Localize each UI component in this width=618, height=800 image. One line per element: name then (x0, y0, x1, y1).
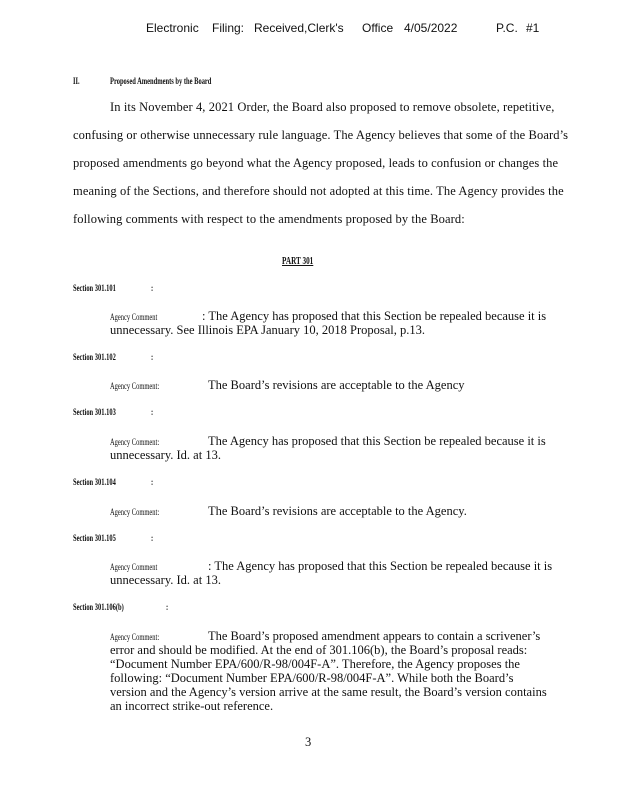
header-office: Office (362, 21, 394, 35)
section-colon: : (166, 602, 169, 612)
comment-line: an incorrect strike-out reference. (110, 699, 274, 713)
comment-line: unnecessary. Id. at 13. (110, 448, 221, 462)
section-label-301-104: Section 301.104 (73, 477, 116, 487)
agency-comment-label: Agency Comment: (110, 437, 160, 447)
section-colon: : (151, 283, 154, 293)
header-pc-number: #1 (526, 21, 540, 35)
comment-line: The Board’s proposed amendment appears to contain a scrivener’s (208, 629, 541, 643)
header-date: 4/05/2022 (404, 21, 458, 35)
intro-line-2: confusing or otherwise unnecessary rule language. The Agency believes that some of the Board’s (73, 128, 569, 142)
section-heading-title: Proposed Amendments by the Board (110, 76, 212, 86)
section-colon: : (151, 352, 154, 362)
header-electronic: Electronic (146, 21, 199, 35)
intro-line-3: proposed amendments go beyond what the Agency proposed, leads to confusion or changes the (73, 156, 559, 170)
section-colon: : (151, 477, 154, 487)
comment-line: “Document Number EPA/600/R-98/004F-A”. Therefore, the Agency proposes the (110, 657, 520, 671)
agency-comment-label: Agency Comment: (110, 632, 160, 642)
agency-comment-label: Agency Comment (110, 312, 158, 322)
comment-line: : The Agency has proposed that this Section be repealed because it is (208, 559, 553, 573)
agency-comment-label: Agency Comment: (110, 381, 160, 391)
section-colon: : (151, 407, 154, 417)
page-number: 3 (305, 735, 312, 749)
comment-line: version and the Agency’s version arrive at the same result, the Board’s version contains (110, 685, 547, 699)
agency-comment-label: Agency Comment (110, 562, 158, 572)
intro-line-5: following comments with respect to the amendments proposed by the Board: (73, 212, 465, 226)
comment-line: The Board’s revisions are acceptable to the Agency (208, 378, 465, 392)
comment-line: The Board’s revisions are acceptable to the Agency. (208, 504, 467, 518)
header-filing: Filing: (212, 21, 245, 35)
section-label-301-105: Section 301.105 (73, 533, 116, 543)
section-heading-number: II. (73, 76, 80, 86)
header-received: Received,Clerk's (254, 21, 344, 35)
comment-line: The Agency has proposed that this Section be repealed because it is (208, 434, 546, 448)
comment-line: unnecessary. See Illinois EPA January 10, 2018 Proposal, p.13. (110, 323, 426, 337)
section-colon: : (151, 533, 154, 543)
section-label-301-103: Section 301.103 (73, 407, 116, 417)
comment-line: : The Agency has proposed that this Section be repealed because it is (202, 309, 547, 323)
section-label-301-102: Section 301.102 (73, 352, 116, 362)
section-label-301-101: Section 301.101 (73, 283, 116, 293)
section-label-301-106b: Section 301.106(b) (73, 602, 124, 612)
comment-line: error and should be modified. At the end of 301.106(b), the Board’s proposal reads: (110, 643, 528, 657)
comment-line: unnecessary. Id. at 13. (110, 573, 221, 587)
intro-line-1: In its November 4, 2021 Order, the Board also proposed to remove obsolete, repetitive, (110, 100, 555, 114)
part-title: PART 301 (282, 256, 314, 267)
header-pc: P.C. (496, 21, 518, 35)
comment-line: following: “Document Number EPA/600/R-98/004F-A”. While both the Board’s (110, 671, 514, 685)
intro-line-4: meaning of the Sections, and therefore should not adopted at this time. The Agency provides the (73, 184, 564, 198)
agency-comment-label: Agency Comment: (110, 507, 160, 517)
